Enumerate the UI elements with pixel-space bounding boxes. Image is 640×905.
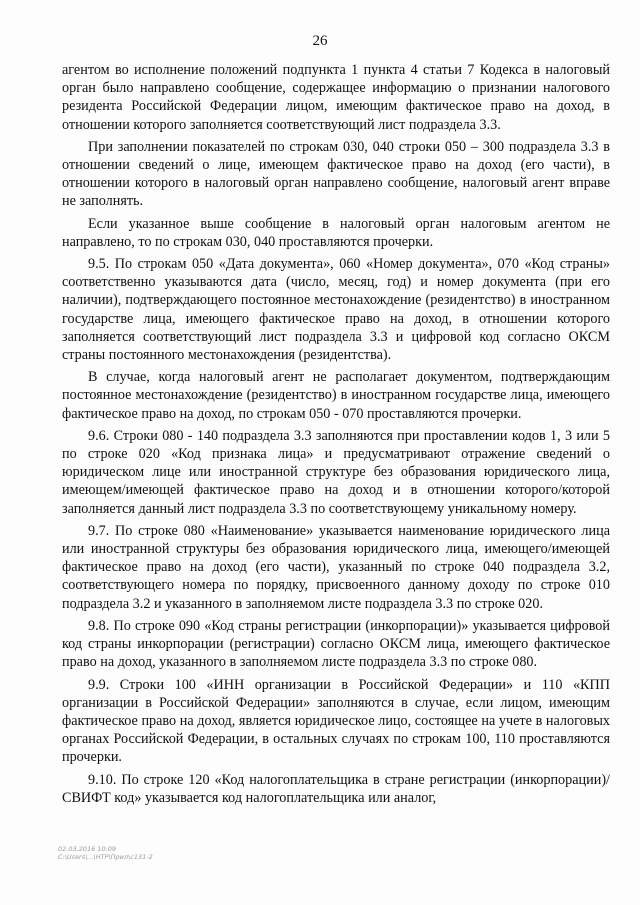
footer-path: С:\Users\...\HTP\Прил\с131-2 bbox=[58, 853, 153, 861]
paragraph-9-9: 9.9. Строки 100 «ИНН организации в Российской Федерации» и 110 «КПП организации в Российской Федерации» заполняются в случае, если лицом, имеющим фактическое право на доход, является юридическое лицо, состоящее на учете в налоговых органах Российской Федерации, в остальных случаях по строкам 100, 110 проставляются прочерки. bbox=[62, 676, 610, 766]
paragraph-9-7: 9.7. По строке 080 «Наименование» указывается наименование юридического лица или иностранной структуры без образования юридического лица, имеющего/имеющей фактическое право на доход (его части), указанный по строке 040 подраздела 3.2, соответствующего номера по порядку, присвоенного данному доходу по строке 010 подраздела 3.2 и указанного в заполняемом листе подраздела 3.3 по строке 020. bbox=[62, 522, 610, 612]
document-body bbox=[62, 61, 610, 811]
paragraph-9-8: 9.8. По строке 090 «Код страны регистрации (инкорпорации)» указывается цифровой код страны инкорпорации (регистрации) согласно ОКСМ лица, имеющего фактическое право на доход, указанного в заполняемом листе подраздела 3.3 по строке 080. bbox=[62, 617, 610, 671]
footer-stamp bbox=[58, 845, 153, 861]
paragraph-9-5: 9.5. По строкам 050 «Дата документа», 060 «Номер документа», 070 «Код страны» соответственно указываются дата (число, месяц, год) и номер документа (при его наличии), подтверждающего постоянное местонахождение (резидентство) в иностранном государстве лица, имеющего фактическое право на доход, в отношении которого заполняется соответствующий лист подраздела 3.3 и цифровой код согласно ОКСМ страны постоянного местонахождения (резидентства). bbox=[62, 256, 610, 364]
paragraph-9-6: 9.6. Строки 080 - 140 подраздела 3.3 заполняются при проставлении кодов 1, 3 или 5 по строке 020 «Код признака лица» и предусматривают отражение сведений о юридическом лице или иностранной структуре без образования юридического лица, имеющем/имеющей фактическое право на доход и в отношении которого/которой заполняется данный лист подраздела 3.3 по соответствующему уникальному номеру. bbox=[62, 427, 610, 517]
page-number: 26 bbox=[312, 33, 328, 49]
paragraph: Если указанное выше сообщение в налоговый орган налоговым агентом не направлено, то по строкам 030, 040 проставляются прочерки. bbox=[62, 215, 610, 250]
paragraph-continuation: агентом во исполнение положений подпункта 1 пункта 4 статьи 7 Кодекса в налоговый орган было направлено сообщение, содержащее информацию о признании налогового резидента Российской Федерации лицом, имеющим фактическое право на доход, в отношении которого заполняется соответствующий лист подраздела 3.3. bbox=[62, 62, 610, 133]
footer-date: 02.03.2016 10:09 bbox=[58, 845, 117, 853]
paragraph-9-10: 9.10. По строке 120 «Код налогоплательщика в стране регистрации (инкорпорации)/СВИФТ код» указывается код налогоплательщика или аналог, bbox=[62, 771, 610, 806]
paragraph: При заполнении показателей по строкам 030, 040 строки 050 – 300 подраздела 3.3 в отношении сведений о лице, имеющем фактическое право на доход (его части), в отношении которого в налоговый орган направлено сообщение, налоговый агент вправе не заполнять. bbox=[62, 138, 610, 210]
paragraph: В случае, когда налоговый агент не располагает документом, подтверждающим постоянное местонахождение (резидентство) в иностранном государстве лица, имеющего фактическое право на доход, по строкам 050 - 070 проставляются прочерки. bbox=[62, 369, 610, 422]
